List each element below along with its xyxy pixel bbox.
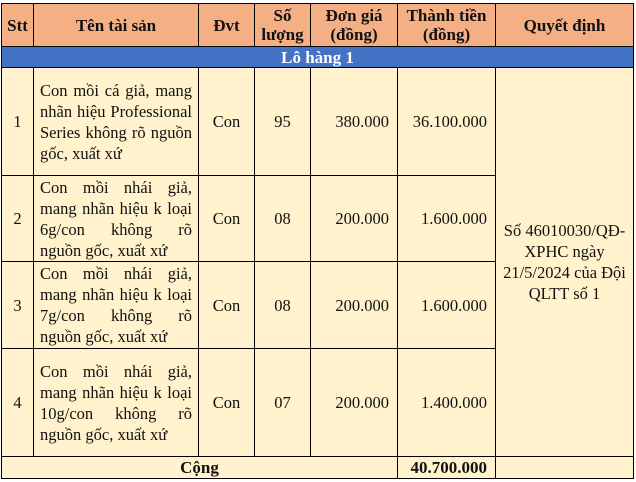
header-decision: Quyết định <box>496 4 634 47</box>
cell-decision: Số 46010030/QĐ-XPHC ngày 21/5/2024 của Đội QLTT số 1 <box>496 68 634 457</box>
total-label: Cộng <box>2 457 398 479</box>
cell-quantity: 08 <box>255 176 311 262</box>
cell-unit: Con <box>199 68 255 176</box>
cell-quantity: 08 <box>255 262 311 349</box>
header-amount: Thành tiền (đồng) <box>398 4 496 47</box>
table-row <box>2 68 634 176</box>
cell-unit-price: 200.000 <box>311 176 398 262</box>
cell-stt: 4 <box>2 349 34 457</box>
header-quantity: Số lượng <box>255 4 311 47</box>
header-unit-price: Đơn giá (đồng) <box>311 4 398 47</box>
cell-quantity: 95 <box>255 68 311 176</box>
cell-unit: Con <box>199 262 255 349</box>
cell-name: Con mồi nhái giả, mang nhãn hiệu k loại 7g/con không rõ nguồn gốc, xuất xứ <box>34 262 199 349</box>
cell-stt: 2 <box>2 176 34 262</box>
cell-unit-price: 200.000 <box>311 262 398 349</box>
asset-table <box>1 3 634 479</box>
cell-unit: Con <box>199 176 255 262</box>
cell-quantity: 07 <box>255 349 311 457</box>
header-unit: Đvt <box>199 4 255 47</box>
cell-stt: 3 <box>2 262 34 349</box>
header-name: Tên tài sản <box>34 4 199 47</box>
total-empty-cell <box>496 457 634 479</box>
cell-stt: 1 <box>2 68 34 176</box>
cell-unit-price: 380.000 <box>311 68 398 176</box>
cell-unit-price: 200.000 <box>311 349 398 457</box>
total-row <box>2 457 634 479</box>
header-row <box>2 4 634 47</box>
cell-name: Con mồi nhái giả, mang nhãn hiệu k loại 10g/con không rõ nguồn gốc, xuất xứ <box>34 349 199 457</box>
cell-amount: 1.600.000 <box>398 176 496 262</box>
cell-amount: 1.600.000 <box>398 262 496 349</box>
lot-row <box>2 47 634 68</box>
cell-name: Con mồi nhái giả, mang nhãn hiệu k loại 6g/con không rõ nguồn gốc, xuất xứ <box>34 176 199 262</box>
total-amount: 40.700.000 <box>398 457 496 479</box>
cell-amount: 1.400.000 <box>398 349 496 457</box>
cell-unit: Con <box>199 349 255 457</box>
header-stt: Stt <box>2 4 34 47</box>
cell-name: Con mồi cá giả, mang nhãn hiệu Professional Series không rõ nguồn gốc, xuất xứ <box>34 68 199 176</box>
lot-title: Lô hàng 1 <box>2 47 634 68</box>
cell-amount: 36.100.000 <box>398 68 496 176</box>
